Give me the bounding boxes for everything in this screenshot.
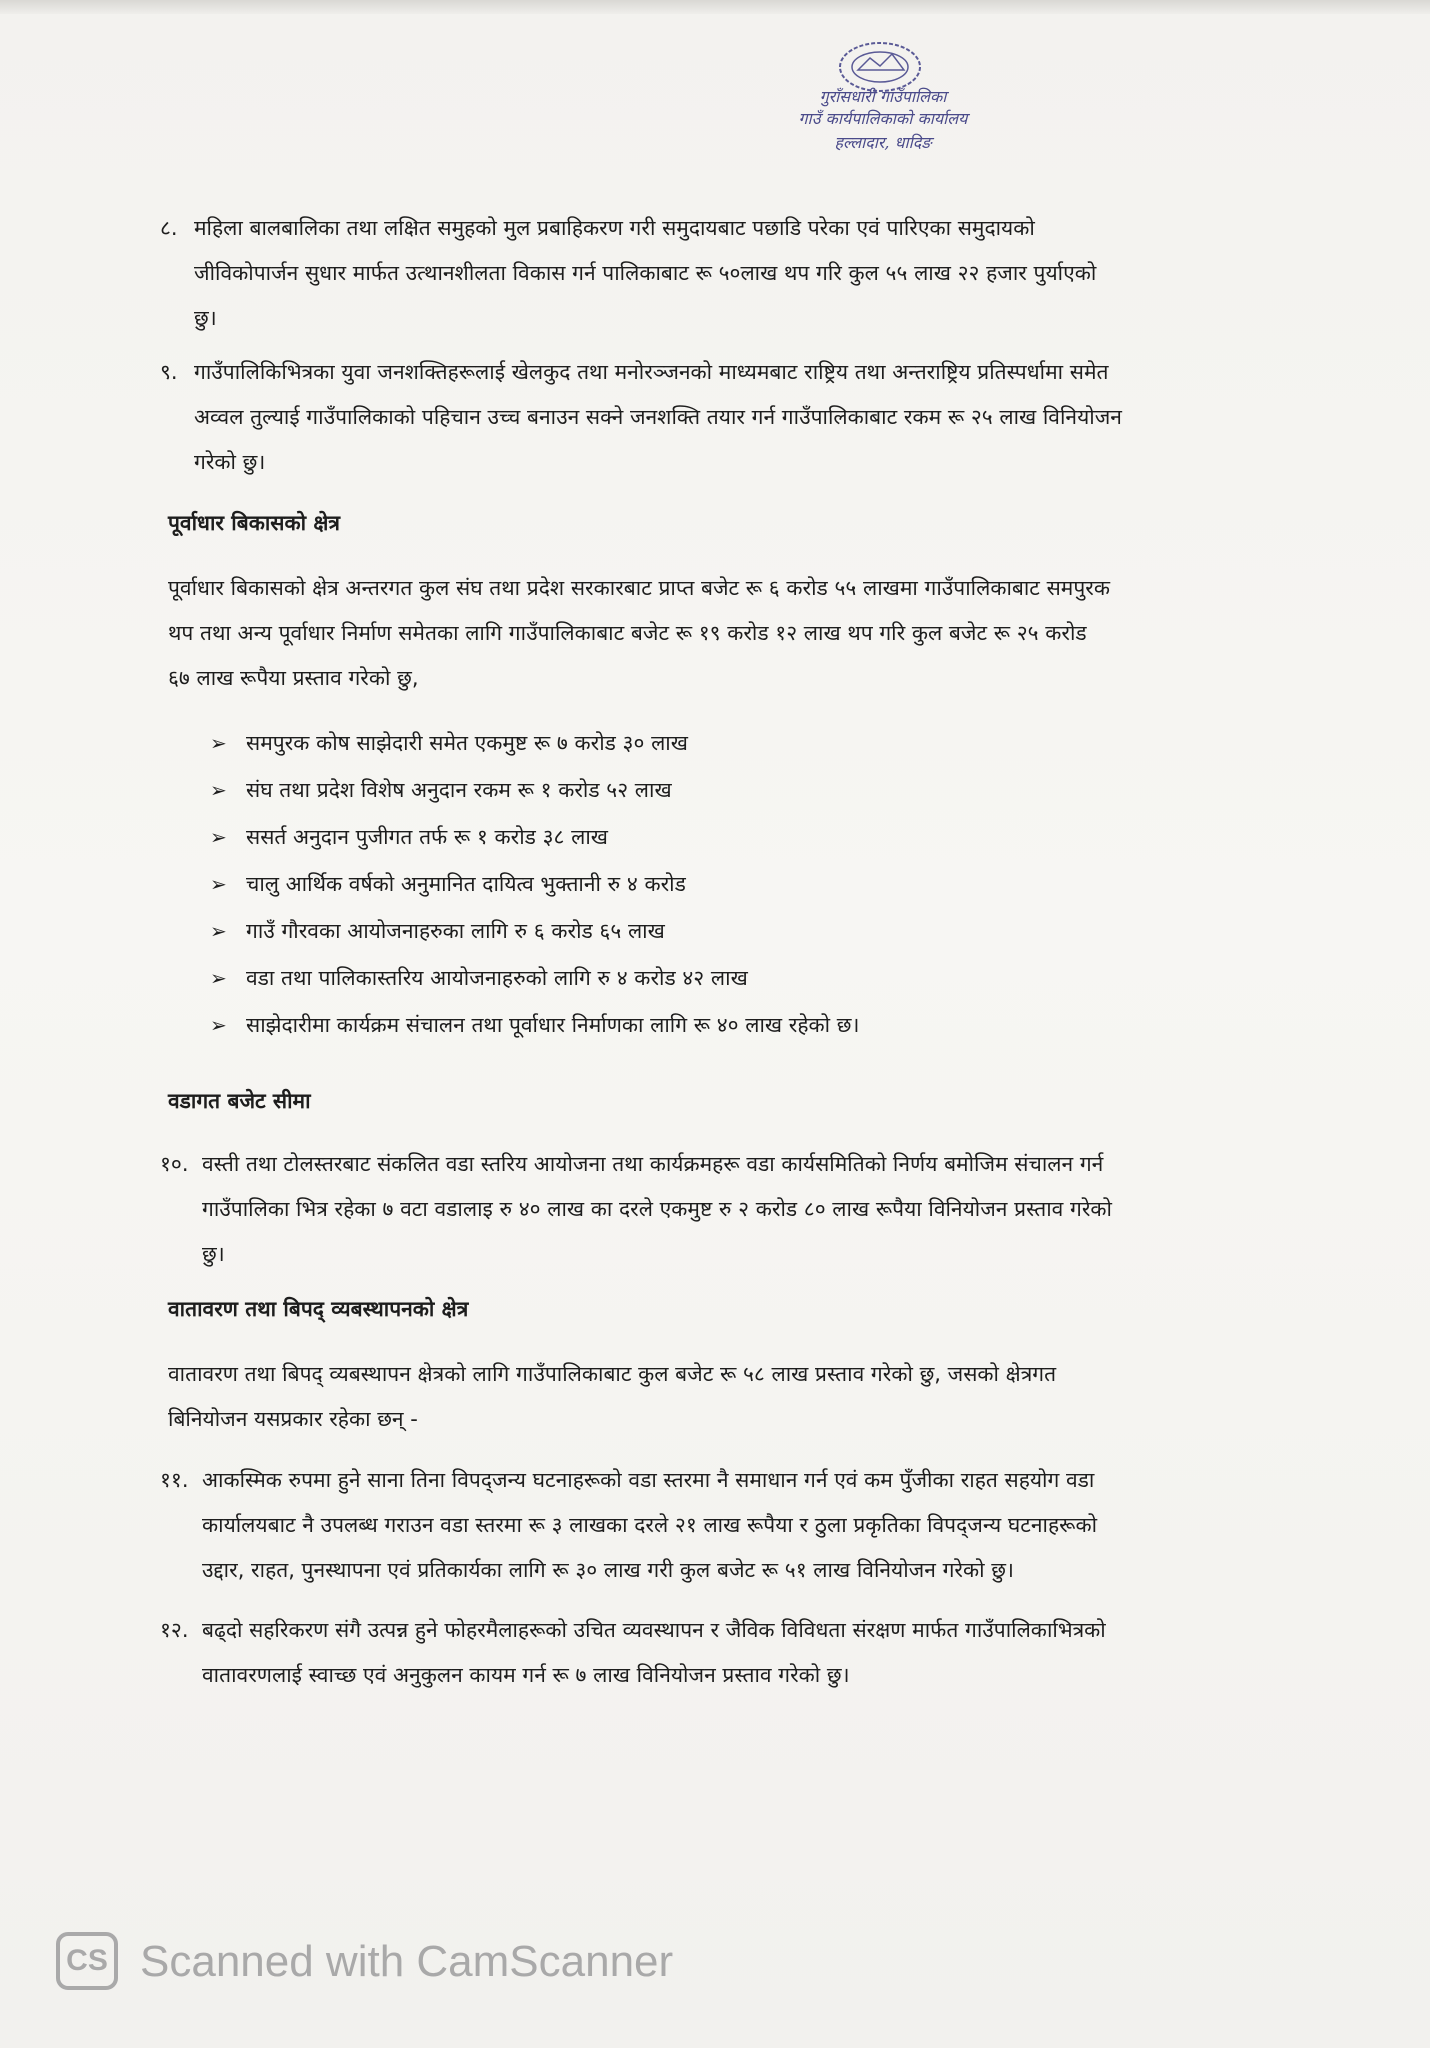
item-line: बढ्दो सहरिकरण संगै उत्पन्न हुने फोहरमैलाहरूको उचित व्यवस्थापन र जैविक विविधता संरक्षण मार्फत गाउँपालिकाभित्रको (202, 1618, 1106, 1642)
item-number: १०. (160, 1152, 189, 1176)
bullet-item: ➢ वडा तथा पालिकास्तरिय आयोजनाहरुको लागि रु ४ करोड ४२ लाख (210, 955, 1110, 1002)
bullet-item: ➢ समपुरक कोष साझेदारी समेत एकमुष्ट रू ७ करोड ३० लाख (210, 720, 1110, 767)
infrastructure-paragraph (168, 566, 1283, 701)
item-12 (160, 1608, 1280, 1698)
arrow-bullet-icon: ➢ (210, 778, 227, 802)
bullet-item: ➢ ससर्त अनुदान पुजीगत तर्फ रू १ करोड ३८ लाख (210, 814, 1110, 861)
bullet-item: ➢ साझेदारीमा कार्यक्रम संचालन तथा पूर्वाधार निर्माणका लागि रू ४० लाख रहेको छ। (210, 1002, 1110, 1049)
item-number: ११. (160, 1468, 189, 1492)
bullet-item: ➢ चालु आर्थिक वर्षको अनुमानित दायित्व भुक्तानी रु ४ करोड (210, 861, 1110, 908)
paragraph-line: ६७ लाख रूपैया प्रस्ताव गरेको छु, (168, 666, 419, 690)
item-line: छु। (202, 1242, 225, 1266)
paragraph-line: पूर्वाधार बिकासको क्षेत्र अन्तरगत कुल संघ तथा प्रदेश सरकारबाट प्राप्त बजेट रू ६ करोड ५५ लाखमा गाउँपालिकाबाट समपुरक (168, 576, 1110, 600)
camscanner-watermark (56, 1932, 776, 1992)
arrow-bullet-icon: ➢ (210, 1013, 227, 1037)
item-number: १२. (160, 1618, 189, 1642)
official-stamp-icon (780, 22, 980, 192)
arrow-bullet-icon: ➢ (210, 872, 227, 896)
paragraph-line: वातावरण तथा बिपद् व्यबस्थापन क्षेत्रको लागि गाउँपालिकाबाट कुल बजेट रू ५८ लाख प्रस्ताव गरेको छु, जसको क्षेत्रगत (168, 1362, 1057, 1386)
item-line: जीविकोपार्जन सुधार मार्फत उत्थानशीलता विकास गर्न पालिकाबाट रू ५०लाख थप गरि कुल ५५ लाख २२ हजार पुर्याएको (194, 261, 1097, 285)
arrow-bullet-icon: ➢ (210, 731, 227, 755)
item-line: वस्ती तथा टोलस्तरबाट संकलित वडा स्तरिय आयोजना तथा कार्यक्रमहरू वडा कार्यसमितिको निर्णय बमोजिम संचालन गर्न (202, 1152, 1104, 1176)
item-line: गाउँपालिकिभित्रका युवा जनशक्तिहरूलाई खेलकुद तथा मनोरञ्जनको माध्यमबाट राष्ट्रिय तथा अन्तराष्ट्रिय प्रतिस्पर्धामा समेत (194, 360, 1109, 384)
section-heading-environment: वातावरण तथा बिपद् व्यबस्थापनको क्षेत्र (168, 1297, 469, 1321)
scan-edge (0, 0, 1430, 14)
item-line: उद्दार, राहत, पुनस्थापना एवं प्रतिकार्यका लागि रू ३० लाख गरी कुल बजेट रू ५१ लाख विनियोजन गरेको छु। (202, 1558, 1014, 1582)
item-line: कार्यालयबाट नै उपलब्ध गराउन वडा स्तरमा रू ३ लाखका दरले २१ लाख रूपैया र ठुला प्रकृतिका विपद्जन्य घटनाहरूको (202, 1513, 1098, 1537)
item-line: गाउँपालिका भित्र रहेका ७ वटा वडालाइ रु ४० लाख का दरले एकमुष्ट रु २ करोड ८० लाख रूपैया विनियोजन प्रस्ताव गरेको (202, 1197, 1112, 1221)
arrow-bullet-icon: ➢ (210, 966, 227, 990)
arrow-bullet-icon: ➢ (210, 919, 227, 943)
item-line: वातावरणलाई स्वाच्छ एवं अनुकुलन कायम गर्न रू ७ लाख विनियोजन प्रस्ताव गरेको छु। (202, 1663, 850, 1687)
paragraph-line: बिनियोजन यसप्रकार रहेका छन् - (168, 1407, 418, 1431)
item-line: छु। (194, 306, 217, 330)
bullet-item: ➢ गाउँ गौरवका आयोजनाहरुका लागि रु ६ करोड ६५ लाख (210, 908, 1110, 955)
arrow-bullet-icon: ➢ (210, 825, 227, 849)
item-line: गरेको छु। (194, 450, 266, 474)
paragraph-line: थप तथा अन्य पूर्वाधार निर्माण समेतका लागि गाउँपालिकाबाट बजेट रू १९ करोड १२ लाख थप गरि कुल बजेट रू २५ करोड (168, 621, 1087, 645)
item-8 (160, 206, 1280, 341)
item-number: ९. (160, 360, 178, 384)
item-line: महिला बालबालिका तथा लक्षित समुहको मुल प्रबाहिकरण गरी समुदायबाट पछाडि परेका एवं पारिएका समुदायको (194, 216, 1035, 240)
stamp-line-3: हल्लादार, धादिङ (834, 133, 932, 152)
section-heading-ward-budget: वडागत बजेट सीमा (168, 1089, 311, 1113)
item-line: आकस्मिक रुपमा हुने साना तिना विपद्जन्य घटनाहरूको वडा स्तरमा नै समाधान गर्न एवं कम पुँजीका राहत सहयोग वडा (202, 1468, 1095, 1492)
item-9 (160, 350, 1280, 485)
item-number: ८. (160, 216, 178, 240)
camscanner-logo-icon: CS (56, 1932, 118, 1990)
watermark-text: Scanned with CamScanner (140, 1937, 674, 1986)
stamp-line-2: गाउँ कार्यपालिकाको कार्यालय (798, 109, 968, 128)
infrastructure-bullet-list (210, 720, 1110, 1049)
item-11 (160, 1458, 1280, 1593)
section-heading-infrastructure: पूर्वाधार बिकासको क्षेत्र (168, 511, 341, 535)
item-line: अव्वल तुल्याई गाउँपालिकाको पहिचान उच्च बनाउन सक्ने जनशक्ति तयार गर्न गाउँपालिकाबाट रकम रू २५ लाख विनियोजन (194, 405, 1122, 429)
item-10 (160, 1142, 1280, 1277)
environment-paragraph (168, 1352, 1283, 1442)
bullet-item: ➢ संघ तथा प्रदेश विशेष अनुदान रकम रू १ करोड ५२ लाख (210, 767, 1110, 814)
stamp-line-1: गुराँसधारी गाउँपालिका (819, 87, 947, 106)
